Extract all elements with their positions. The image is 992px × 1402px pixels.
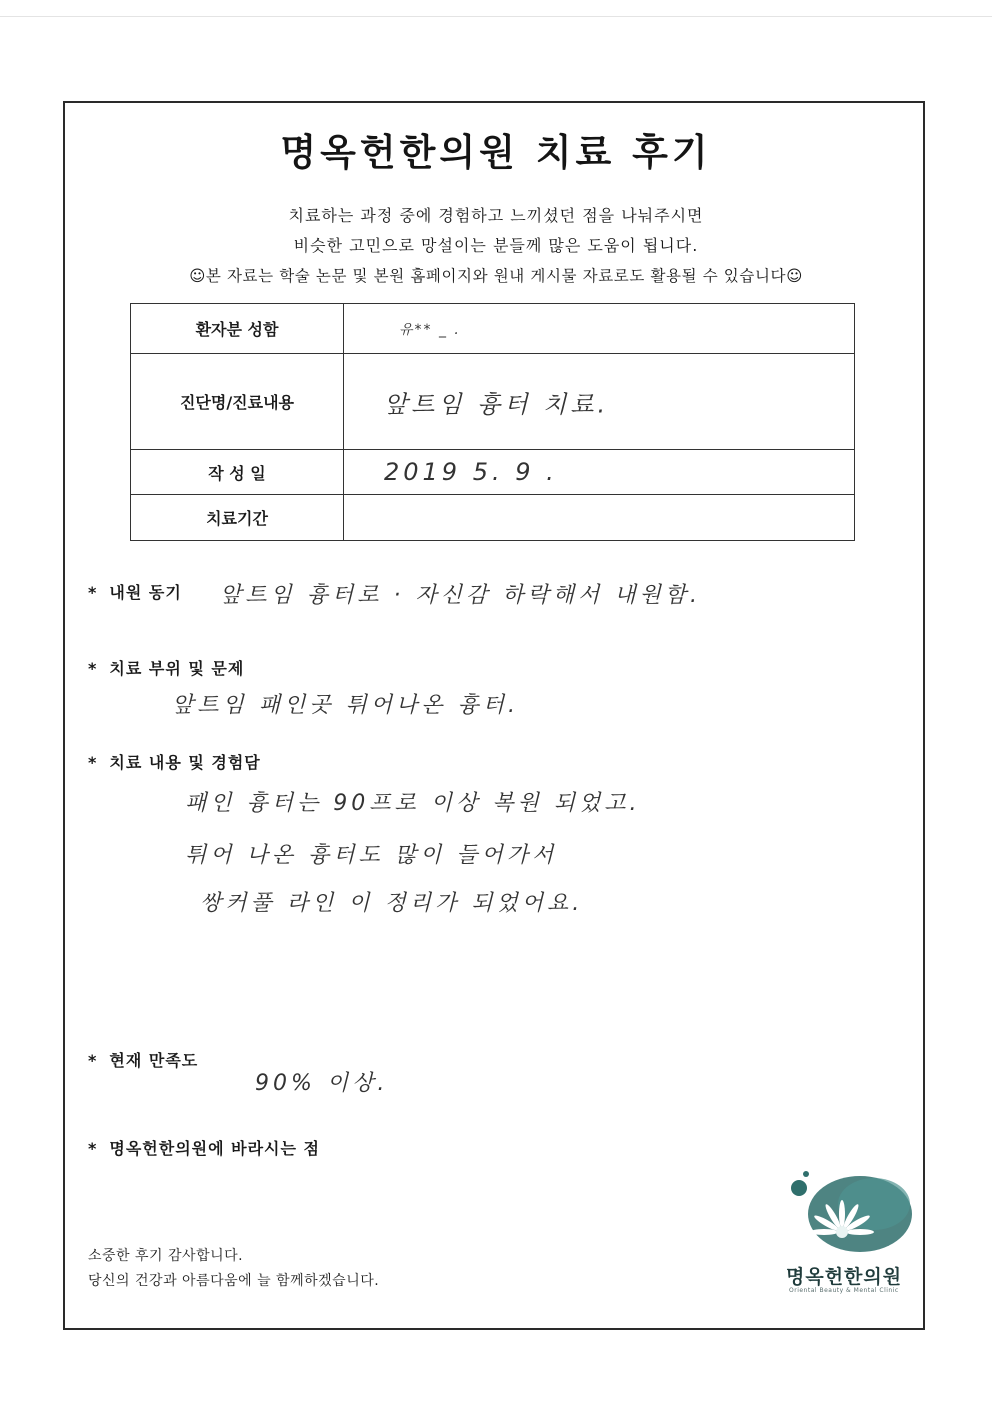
- name-row: [131, 304, 855, 354]
- experience-line-3[interactable]: 쌍커풀 라인 이 정리가 되었어요.: [200, 891, 584, 916]
- intro-line-3: ☺본 자료는 학술 논문 및 본원 홈페이지와 원내 게시물 자료로도 활용될 수 있습니다☺: [189, 267, 803, 285]
- page-title: 명옥헌한의원 치료 후기: [280, 131, 712, 174]
- experience-line-1[interactable]: 패인 흉터는 90프로 이상 복원 되었고.: [185, 791, 641, 816]
- period-field[interactable]: [344, 495, 855, 541]
- satisfaction-answer[interactable]: 90% 이상.: [255, 1071, 389, 1096]
- name-label: 환자분 성함: [131, 304, 344, 354]
- satisfaction-label: * 현재 만족도: [88, 1048, 198, 1071]
- area-label: * 치료 부위 및 문제: [88, 656, 244, 679]
- closing-line-1: 소중한 후기 감사합니다.: [88, 1248, 244, 1264]
- patient-info-table: [130, 303, 855, 541]
- clinic-logo-tagline: Oriental Beauty & Mental Clinic: [789, 1287, 899, 1294]
- intro-line-2: 비슷한 고민으로 망설이는 분들께 많은 도움이 됩니다.: [293, 236, 699, 255]
- experience-label: * 치료 내용 및 경험담: [88, 750, 261, 773]
- diagnosis-field[interactable]: [344, 354, 855, 450]
- motive-answer[interactable]: 앞트임 흉터로 · 자신감 하락해서 내원함.: [220, 583, 701, 608]
- diagnosis-label: 진단명/진료내용: [131, 354, 344, 450]
- scan-edge-line: [0, 16, 992, 17]
- date-field[interactable]: [344, 450, 855, 495]
- experience-line-2[interactable]: 튀어 나온 흉터도 많이 들어가서: [185, 843, 558, 868]
- diagnosis-row: [131, 354, 855, 450]
- name-field[interactable]: [344, 304, 855, 354]
- date-value: 2019 5. 9 .: [384, 458, 558, 486]
- clinic-logo-name: 명옥헌한의원: [786, 1266, 903, 1288]
- diagnosis-value: 앞트임 흉터 치료.: [384, 390, 610, 418]
- wish-label: * 명옥헌한의원에 바라시는 점: [88, 1136, 320, 1159]
- closing-line-2: 당신의 건강과 아름다움에 늘 함께하겠습니다.: [88, 1273, 380, 1289]
- period-row: [131, 495, 855, 541]
- area-answer[interactable]: 앞트임 패인곳 튀어나온 흉터.: [172, 693, 519, 718]
- name-value: 유** _ .: [399, 321, 461, 338]
- motive-label: * 내원 동기: [88, 580, 182, 603]
- period-label: 치료기간: [131, 495, 344, 541]
- intro-line-1: 치료하는 과정 중에 경험하고 느끼셨던 점을 나눠주시면: [288, 206, 704, 225]
- date-row: [131, 450, 855, 495]
- date-label: 작 성 일: [131, 450, 344, 495]
